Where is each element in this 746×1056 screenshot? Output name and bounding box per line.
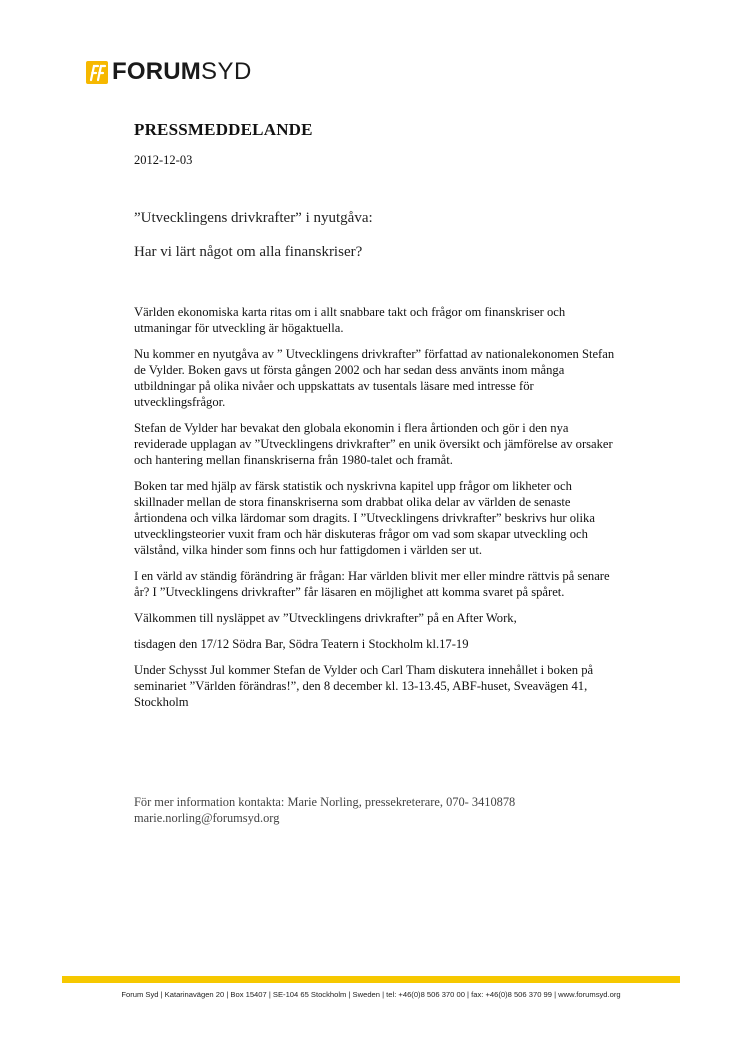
forum-syd-logo-icon (86, 61, 108, 84)
headline-line-2: Har vi lärt något om alla finanskriser? (134, 244, 363, 260)
contact-email[interactable]: marie.norling@forumsyd.org (134, 811, 280, 825)
body-paragraph: Under Schysst Jul kommer Stefan de Vylder och Carl Tham diskutera innehållet i boken på seminariet ”Världen förändras!”, den 8 december kl. 13-13.45, ABF-huset, Sveavägen 41, Stockholm (134, 663, 594, 709)
body-paragraph: Nu kommer en nyutgåva av ” Utvecklingens drivkrafter” författad av nationalekonomen Stefan de Vylder. Boken gavs ut första gången 2002 och har sedan dess använts inom många utbildningar på olika nivåer och uppskattats av tusentals läsare med intresse för utvecklingsfrågor. (134, 347, 615, 409)
body-paragraph: Boken tar med hjälp av färsk statistik och nyskrivna kapitel upp frågor om likheter och skillnader mellan de stora finanskriserna som drabbat olika delar av världen de senaste årtiondena och vilka lärdomar som dragits. I ”Utvecklingens drivkrafter” beskrivs hur olika utvecklingsteorier vuxit fram och här diskuteras frågor om vad som skapar utveckling och välstånd, vilka hinder som finns och hur fattigdomen i världen ser ut. (134, 479, 595, 557)
forum-syd-logo (86, 58, 252, 86)
logo-text-forum: FORUM (112, 58, 201, 85)
body-paragraph: Världen ekonomiska karta ritas om i allt snabbare takt och frågor om finanskriser och utmaningar för utveckling är högaktuella. (134, 305, 566, 335)
body-text (134, 304, 618, 720)
logo-text-syd: SYD (200, 58, 252, 85)
contact-line: För mer information kontakta: Marie Norling, pressekreterare, 070- 3410878 (134, 795, 516, 809)
body-paragraph: tisdagen den 17/12 Södra Bar, Södra Teatern i Stockholm kl.17-19 (134, 637, 469, 651)
footer-bar (62, 976, 680, 983)
contact-info (134, 794, 515, 826)
footer-address: Forum Syd | Katarinavägen 20 | Box 15407 | SE-104 65 Stockholm | Sweden | tel: +46(0)8 506 370 00 | fax: +46(0)8 506 370 99 | www.forumsyd.org (121, 990, 621, 999)
body-paragraph: I en värld av ständig förändring är frågan: Har världen blivit mer eller mindre rättvis på senare år? I ”Utvecklingens drivkrafter” får läsaren en möjlighet att komma svaret på spåret. (134, 569, 610, 599)
body-paragraph: Stefan de Vylder har bevakat den globala ekonomin i flera årtionden och gör i den nya reviderade upplagan av ”Utvecklingens drivkrafter” en unik översikt och jämförelse av orsaker och hantering mellan finanskriserna från 1980-talet och framåt. (134, 421, 613, 467)
headline-line-1: ”Utvecklingens drivkrafter” i nyutgåva: (134, 210, 373, 226)
press-release-date: 2012-12-03 (134, 153, 193, 167)
press-release-title: PRESSMEDDELANDE (134, 120, 313, 139)
body-paragraph: Välkommen till nysläppet av ”Utvecklingens drivkrafter” på en After Work, (134, 611, 517, 625)
